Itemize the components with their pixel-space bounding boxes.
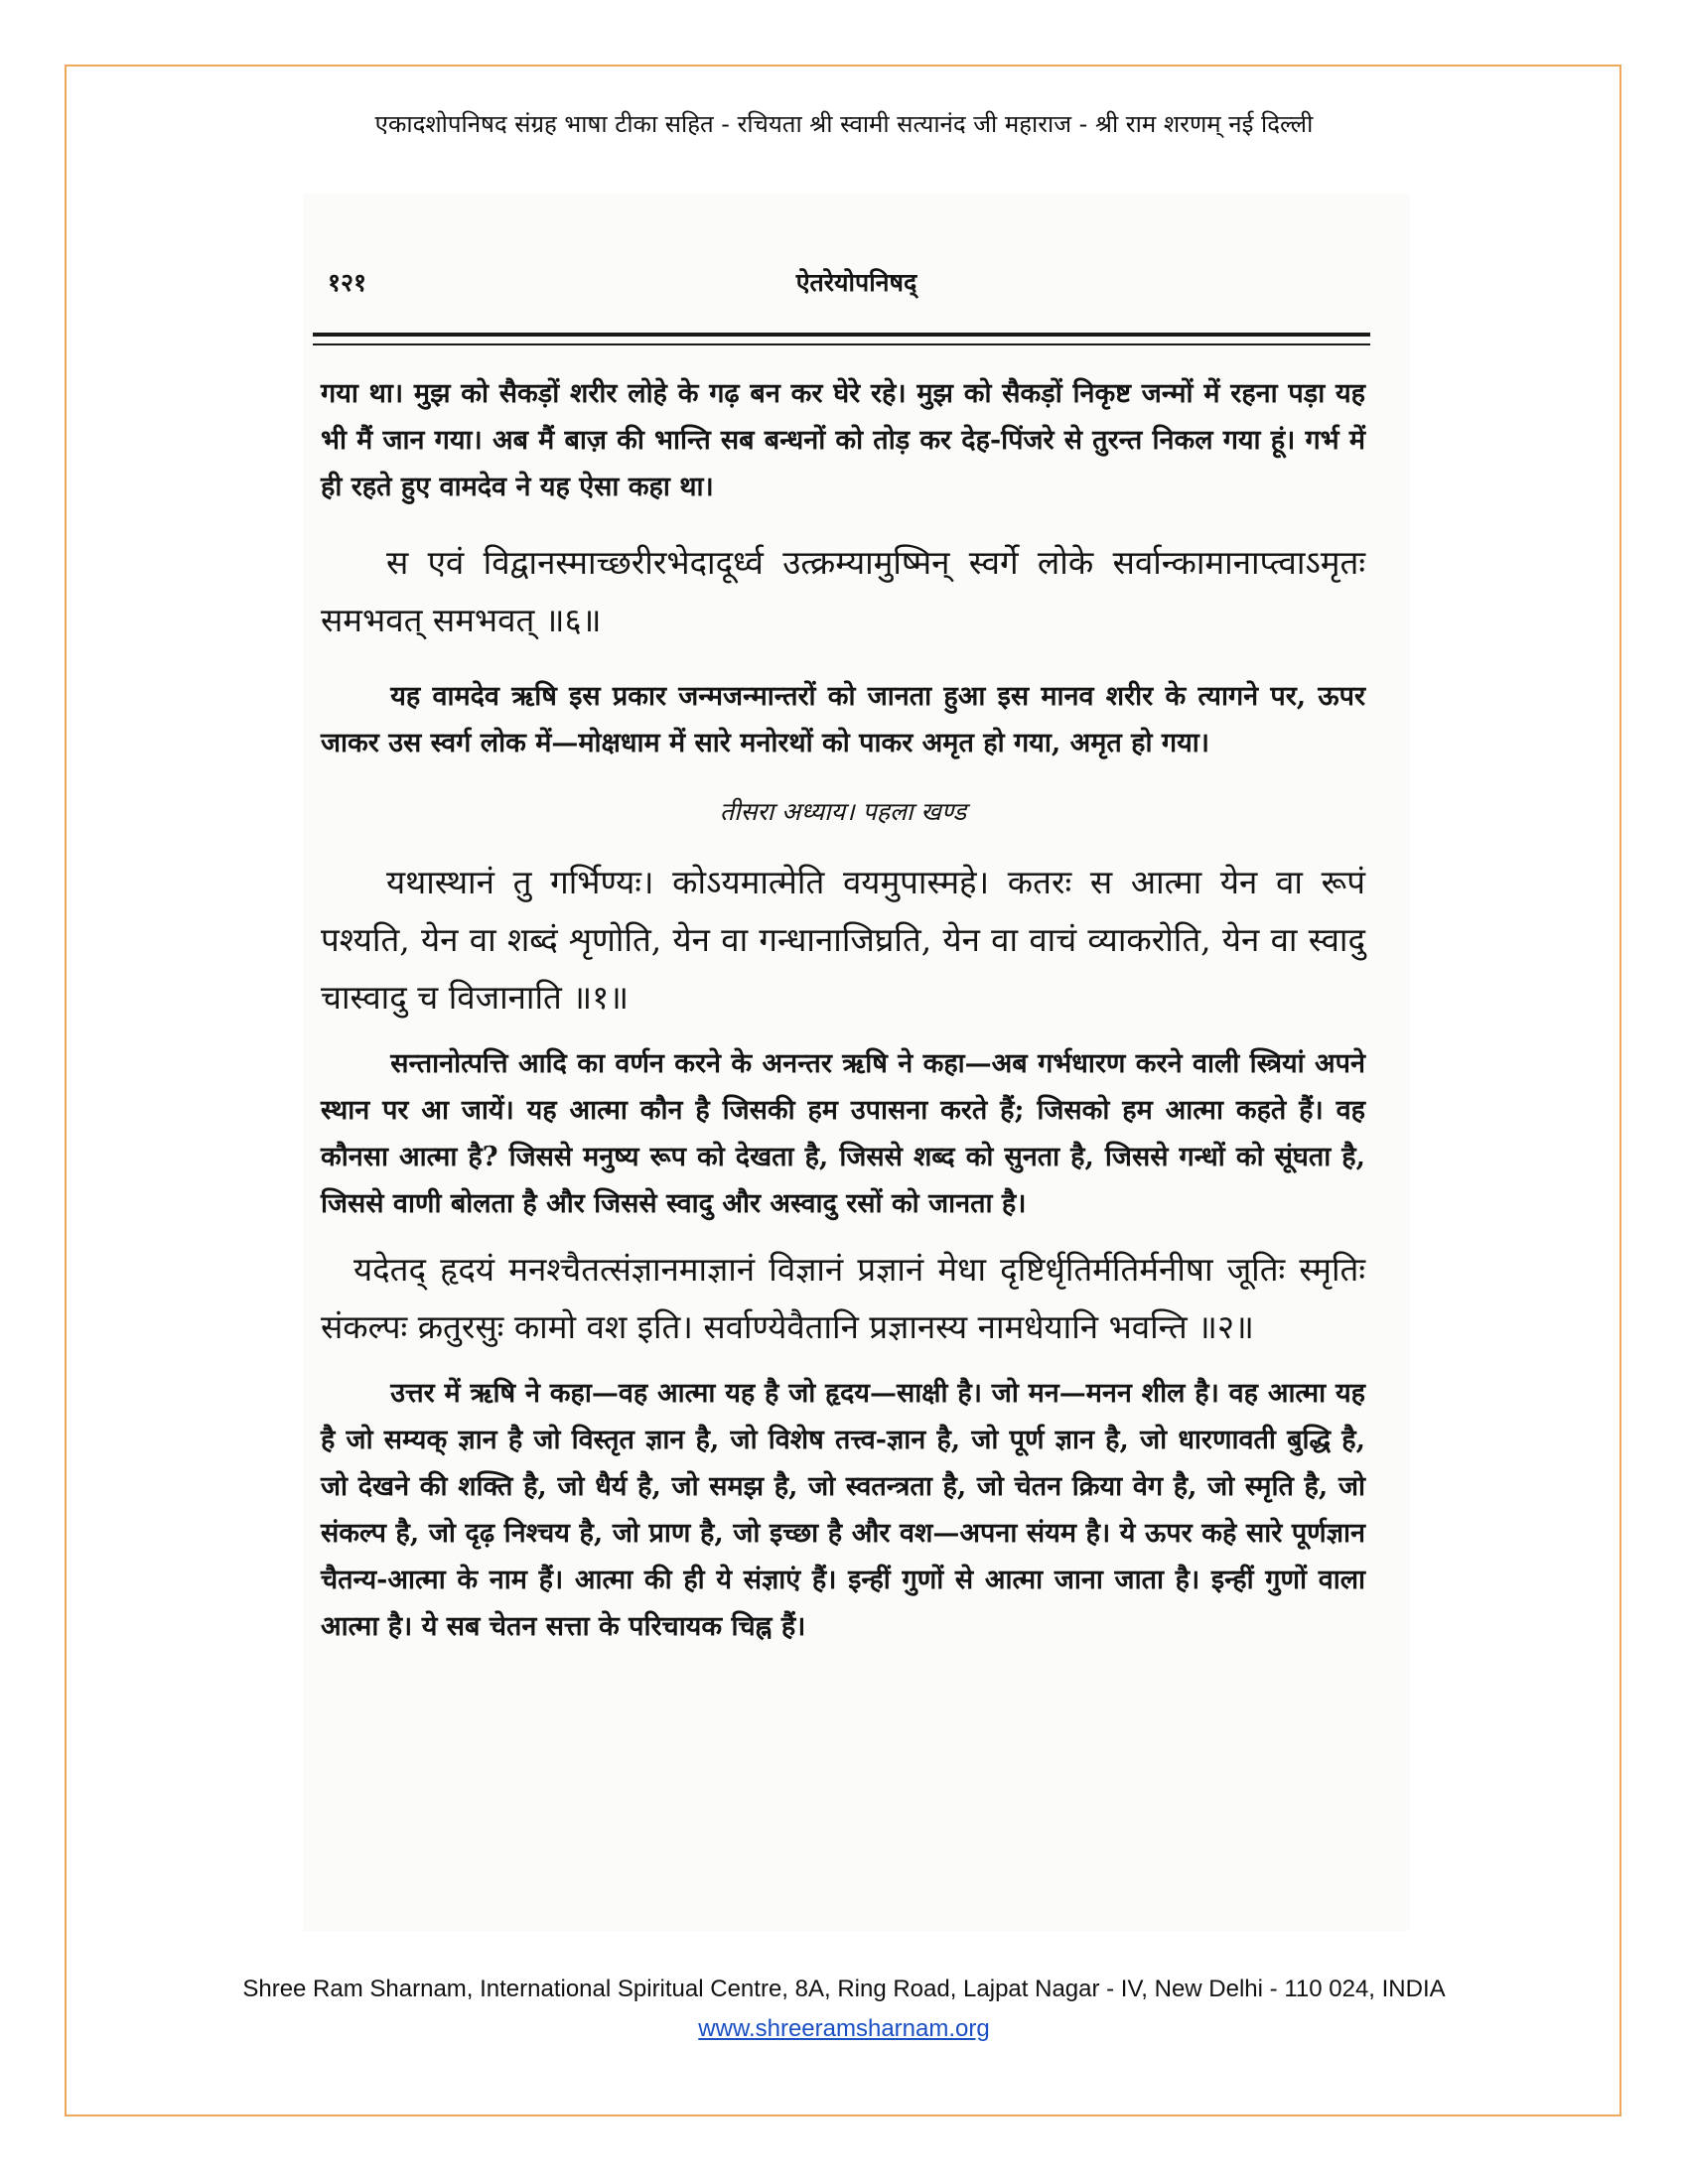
hindi-paragraph-3: सन्तानोत्पत्ति आदि का वर्णन करने के अनन्तर ऋषि ने कहा—अब गर्भधारण करने वाली स्त्रियां अपने स्थान पर आ जायें। यह आत्मा कौन है जिसकी हम उपासना करते हैं; जिसको हम आत्मा कहते हैं। वह कौनसा आत्मा है? जिससे मनुष्य रूप को देखता है, जिससे शब्द को सुनता है, जिससे गन्धों को सूंघता है, जिससे वाणी बोलता है और जिससे स्वादु और अस्वादु रसों को जानता है। — [321, 1048, 1365, 1219]
scanned-book-page — [303, 194, 1410, 1931]
section-heading: तीसरा अध्याय। पहला खण्ड — [719, 797, 967, 826]
header-rule-thick — [313, 333, 1370, 337]
running-title: ऐतरेयोपनिषद् — [795, 268, 917, 297]
page-content — [321, 370, 1365, 1650]
sanskrit-verse-6: स एवं विद्वानस्माच्छरीरभेदादूर्ध्व उत्क्रम्यामुष्मिन् स्वर्गे लोके सर्वान्कामानाप्त्वाऽमृतः समभवत् समभवत् ॥६॥ — [321, 543, 1365, 639]
footer-address: Shree Ram Sharnam, International Spiritual Centre, 8A, Ring Road, Lajpat Nagar - IV, New Delhi - 110 024, INDIA — [242, 1976, 1446, 2002]
header-rule-thin — [313, 343, 1370, 345]
sanskrit-verse-1: यथास्थानं तु गर्भिण्यः। कोऽयमात्मेति वयमुपास्महे। कतरः स आत्मा येन वा रूपं पश्यति, येन वा शब्दं शृणोति, येन वा गन्धानाजिघ्रति, येन वा वाचं व्याकरोति, येन वा स्वादु चास्वादु च विजानाति ॥१॥ — [321, 863, 1365, 1017]
footer-website — [0, 2015, 1688, 2043]
hindi-paragraph-4: उत्तर में ऋषि ने कहा—वह आत्मा यह है जो हृदय—साक्षी है। जो मन—मनन शील है। वह आत्मा यह है जो सम्यक् ज्ञान है जो विस्तृत ज्ञान है, जो विशेष तत्त्व-ज्ञान है, जो पूर्ण ज्ञान है, जो धारणावती बुद्धि है, जो देखने की शक्ति है, जो धैर्य है, जो समझ है, जो स्वतन्त्रता है, जो चेतन क्रिया वेग है, जो स्मृति है, जो संकल्प है, जो दृढ़ निश्चय है, जो प्राण है, जो इच्छा है और वश—अपना संयम है। ये ऊपर कहे सारे पूर्णज्ञान चैतन्य-आत्मा के नाम हैं। आत्मा की ही ये संज्ञाएं हैं। इन्हीं गुणों से आत्मा जाना जाता है। इन्हीं गुणों वाला आत्मा है। ये सब चेतन सत्ता के परिचायक चिह्न हैं। — [321, 1378, 1365, 1642]
sanskrit-verse-2: यदेतद् हृदयं मनश्चैतत्संज्ञानमाज्ञानं विज्ञानं प्रज्ञानं मेधा दृष्टिर्धृतिर्मतिर्मनीषा जूतिः स्मृतिः संकल्पः क्रतुरसुः कामो वश इति। सर्वाण्येवैतानि प्रज्ञानस्य नामधेयानि भवन्ति ॥२॥ — [321, 1250, 1365, 1346]
document-header: एकादशोपनिषद संग्रह भाषा टीका सहित - रचियता श्री स्वामी सत्यानंद जी महाराज - श्री राम शरणम् नई दिल्ली — [374, 110, 1314, 138]
hindi-paragraph-1: गया था। मुझ को सैकड़ों शरीर लोहे के गढ़ बन कर घेरे रहे। मुझ को सैकड़ों निकृष्ट जन्मों में रहना पड़ा यह भी मैं जान गया। अब मैं बाज़ की भान्ति सब बन्धनों को तोड़ कर देह-पिंजरे से तुरन्त निकल गया हूं। गर्भ में ही रहते हुए वामदेव ने यह ऐसा कहा था। — [321, 378, 1365, 502]
running-head — [303, 265, 1410, 295]
hindi-paragraph-2: यह वामदेव ऋषि इस प्रकार जन्मजन्मान्तरों को जानता हुआ इस मानव शरीर के त्यागने पर, ऊपर जाकर उस स्वर्ग लोक में—मोक्षधाम में सारे मनोरथों को पाकर अमृत हो गया, अमृत हो गया। — [321, 681, 1365, 758]
website-link[interactable]: www.shreeramsharnam.org — [698, 2015, 990, 2042]
page-number: १२१ — [328, 268, 367, 297]
